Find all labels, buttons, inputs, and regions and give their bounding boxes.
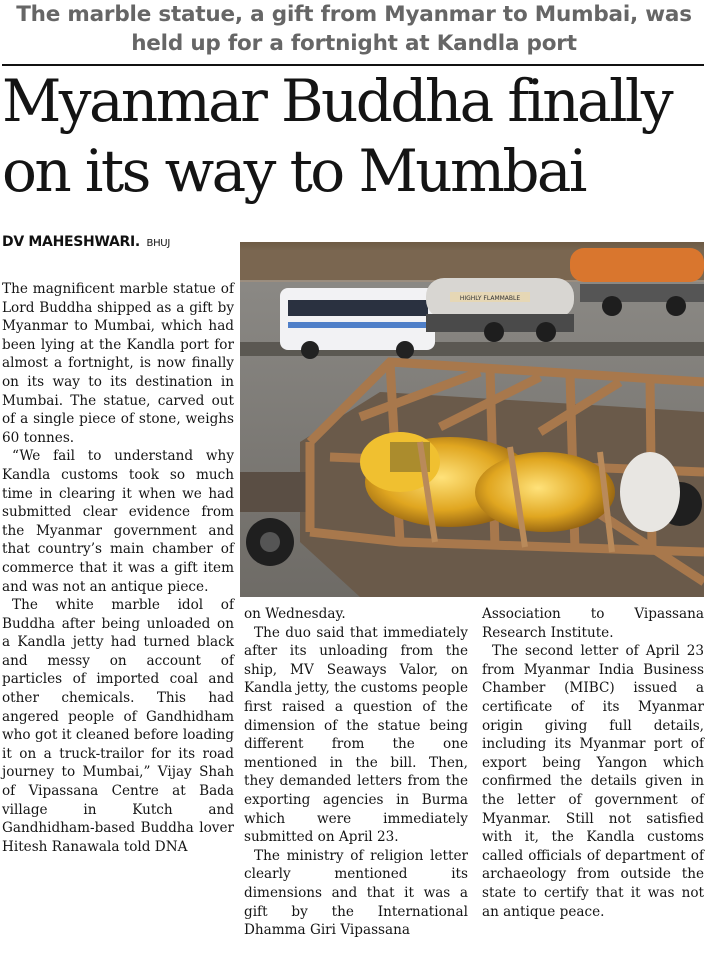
kicker-line-1: The marble statue, a gift from Myanmar to Mumbai, was (16, 2, 692, 27)
byline (2, 234, 170, 250)
kicker-subheadline (0, 0, 708, 60)
paragraph: The second letter of April 23 from Myanmar India Business Chamber (MIBC) issued a certificate of its Myanmar origin giving full details, including its Myanmar port of export being Yangon which confirmed the details given in the letter of government of Myanmar. Still not satisfied with it, the Kandla customs called officials of department of archaeology from outside the state to certify that it was not an antique peace. (482, 643, 704, 920)
paragraph: The white marble idol of Buddha after being unloaded on a Kandla jetty had turned black and messy on account of particles of imported coal and other chemicals. This had angered people of Gandhidham who got it cleaned before loading it on a truck-trailor for its road journey to Mumbai,” Vijay Shah of Vipassana Centre at Bada village in Kutch and Gandhidham-based Buddha lover Hitesh Ranawala told DNA (2, 597, 234, 855)
bus (280, 288, 435, 359)
paragraph: The magnificent marble statue of Lord Buddha shipped as a gift by Myanmar to Mumbai, which had been lying at the Kandla port for almost a fortnight, is now finally on its way to its destination in Mumbai. The statue, carved out of a single piece of stone, weighs 60 tonnes. (2, 281, 234, 446)
byline-location: BHUJ (146, 238, 170, 249)
paragraph: The duo said that immediately after its unloading from the ship, MV Seaways Valor, on Kandla jetty, the customs people first raised a question of the dimension of the statue being different from the one mentioned in the bill. Then, they demanded letters from the exporting agencies in Burma which were immediately submitted on April 23. (244, 624, 468, 846)
article-column-1 (2, 280, 234, 856)
kicker-line-2: held up for a fortnight at Kandla port (131, 31, 577, 56)
byline-author: DV MAHESHWARI. (2, 234, 140, 250)
article-column-3 (482, 605, 704, 921)
tanker-label: HIGHLY FLAMMABLE (459, 295, 521, 302)
article-column-2 (244, 605, 468, 940)
headline-line-1: Myanmar Buddha finally (2, 67, 672, 135)
news-photo-buddha-statue-on-trailer (240, 242, 704, 597)
paragraph: on Wednesday. (244, 606, 346, 622)
headline (2, 66, 706, 206)
paragraph: The ministry of religion letter clearly mentioned its dimensions and that it was a gift by the International Dhamma Giri Vipassana (244, 847, 468, 939)
paragraph: Association to Vipassana Research Institute. (482, 606, 704, 641)
headline-line-2: on its way to Mumbai (2, 137, 585, 205)
paragraph: “We fail to understand why Kandla customs took so much time in clearing it when we had submitted clear evidence from the Myanmar government and that country’s main chamber of commerce that it was a gift item and was not an antique piece. (2, 448, 234, 595)
